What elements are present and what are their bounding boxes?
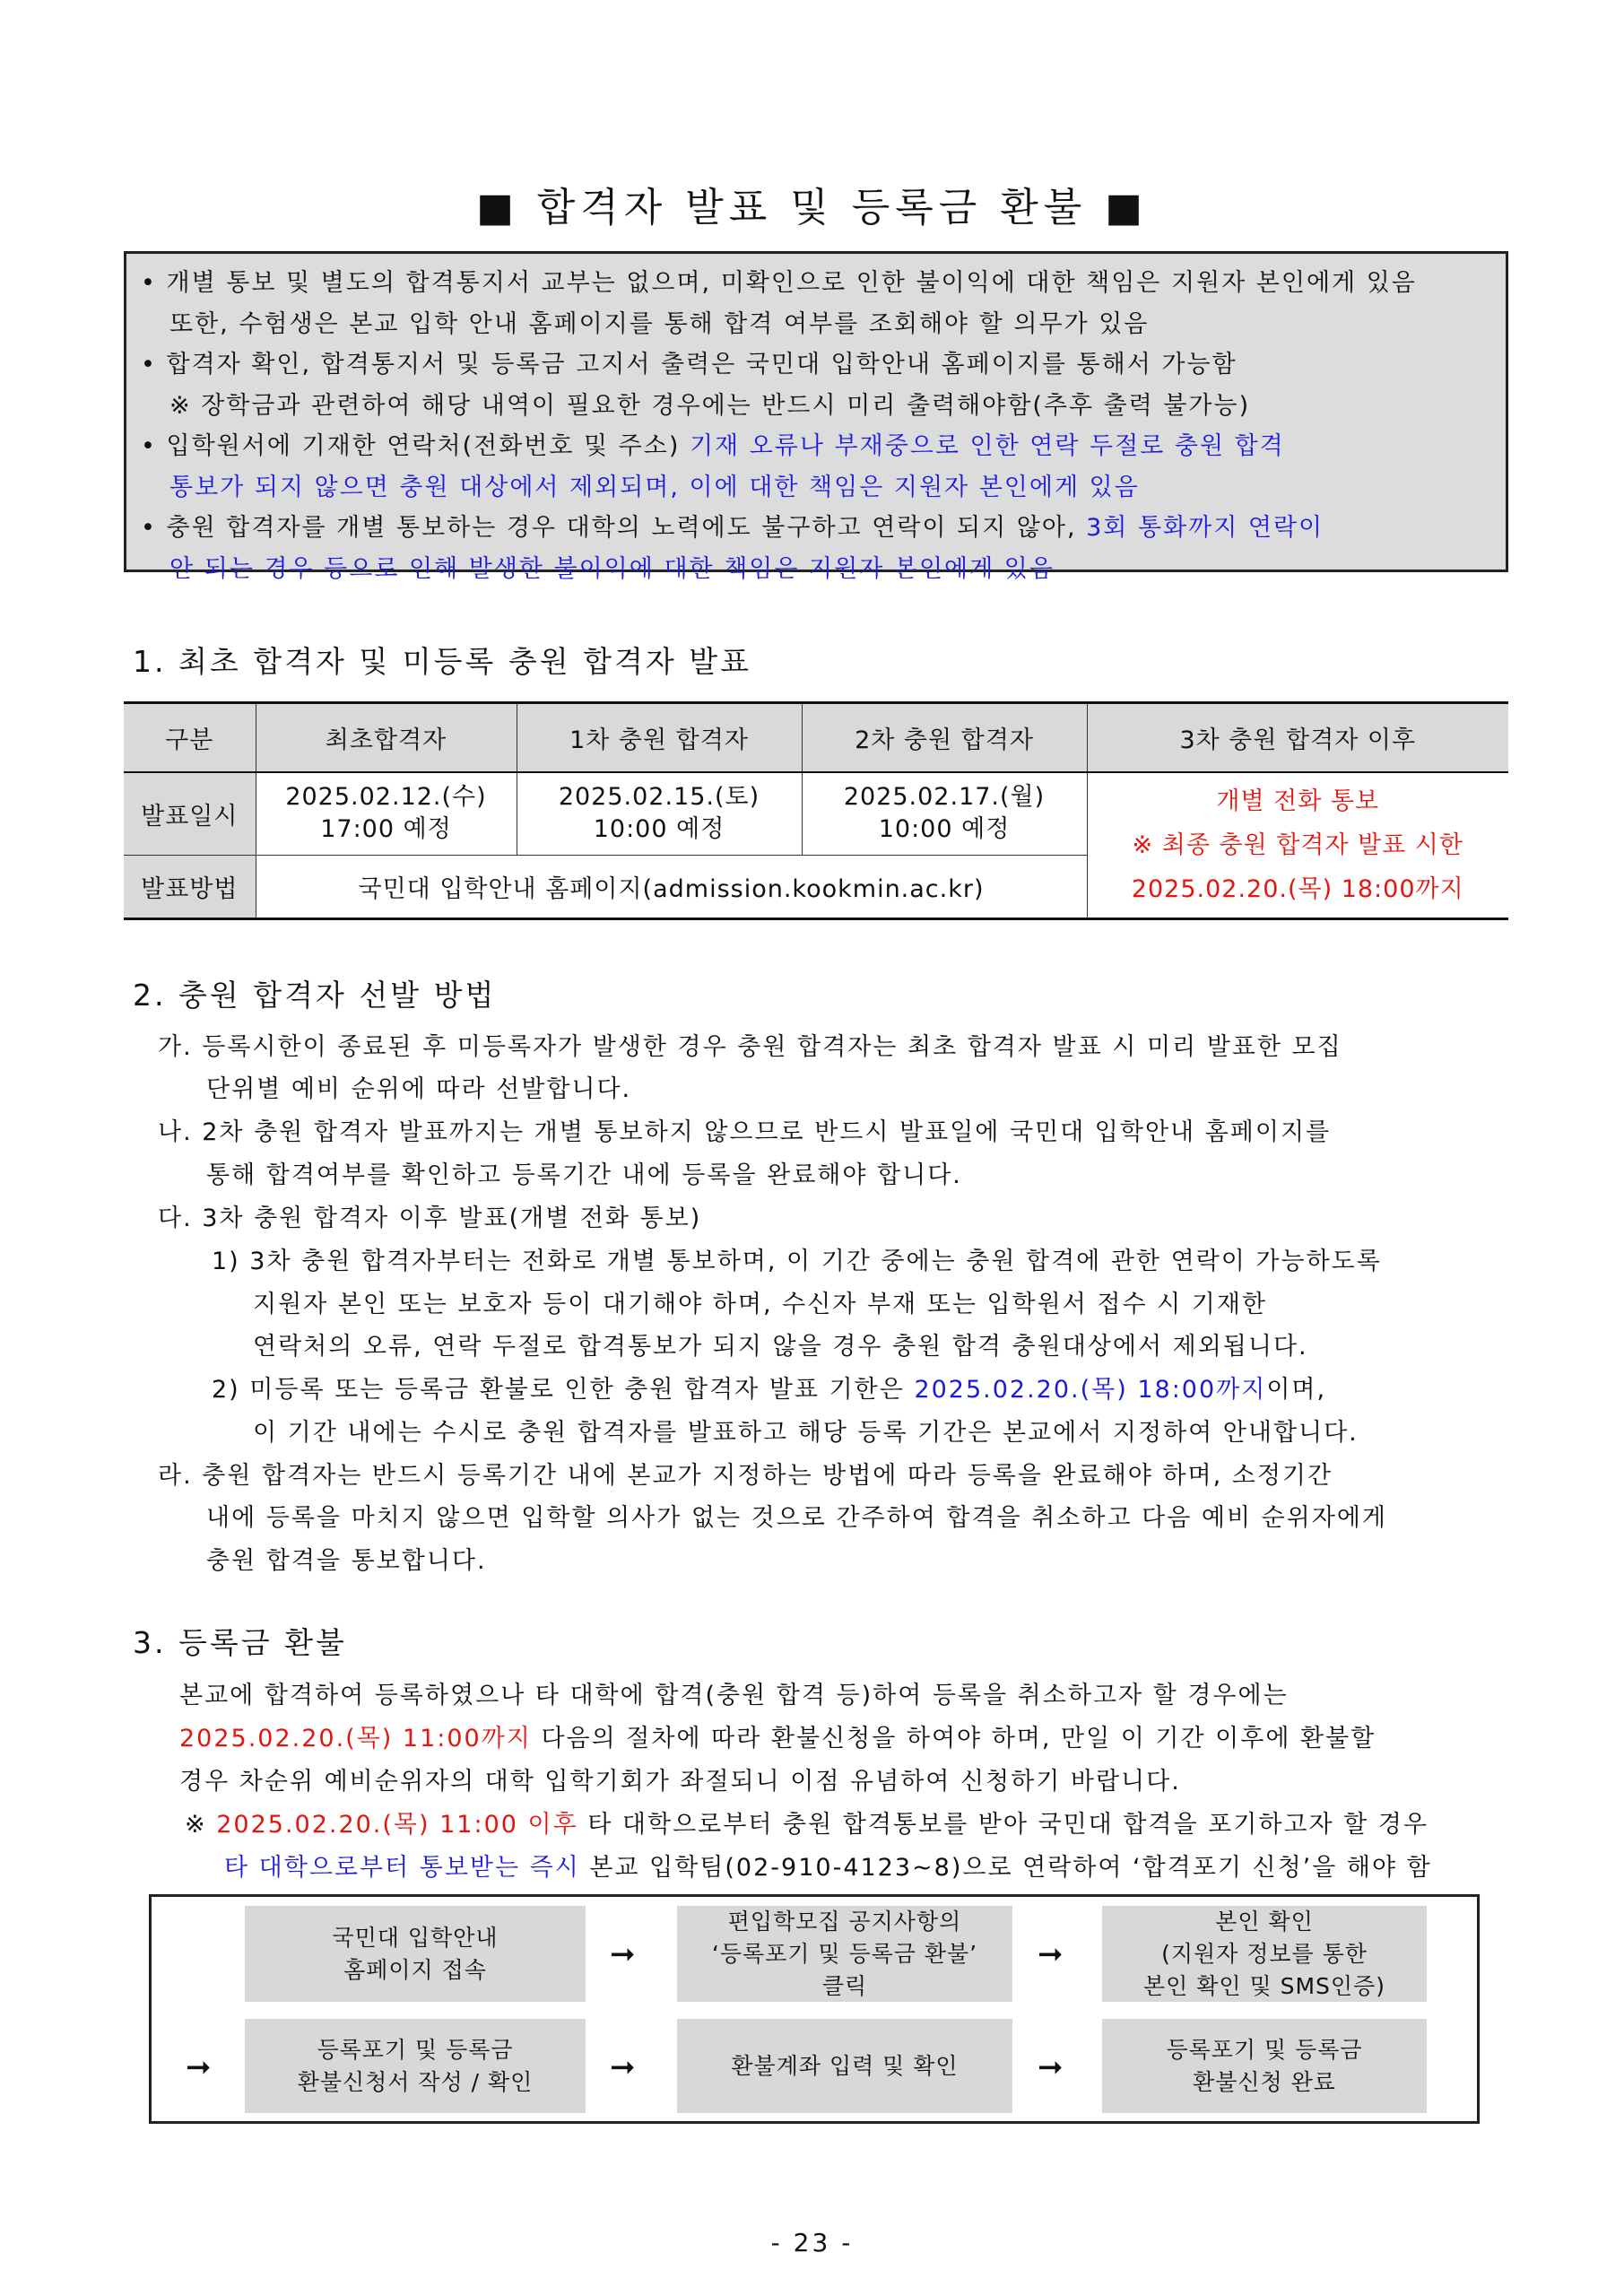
paragraph-text: 이며,	[1266, 1376, 1327, 1404]
arrow-right-icon: ➞	[186, 2049, 212, 2085]
notice-highlight: 3회 통화까지 연락이	[1086, 514, 1324, 542]
note-mark: ※	[185, 1811, 217, 1839]
paragraph-line: 이 기간 내에는 수시로 충원 합격자를 발표하고 해당 등록 기간은 본교에서 지정하여 안내합니다.	[253, 1419, 1359, 1447]
step-text: 등록포기 및 등록금	[317, 2036, 514, 2063]
paragraph-line: 내에 등록을 마치지 않으면 입학할 의사가 없는 것으로 간주하여 합격을 취소하고 다음 예비 순위자에게	[206, 1504, 1388, 1532]
phone-notice-text: 개별 전화 통보	[1216, 787, 1380, 815]
table-header-cell: 3차 충원 합격자 이후	[1087, 703, 1508, 773]
step-identity-check	[1102, 1906, 1427, 2002]
arrow-right-icon: ➞	[610, 1936, 636, 1972]
date-text: 2025.02.17.(월)	[843, 783, 1046, 812]
step-text: 편입학모집 공지사항의	[727, 1908, 962, 1935]
section-1-heading: 1. 최초 합격자 및 미등록 충원 합격자 발표	[133, 644, 751, 679]
step-text: ‘등록포기 및 등록금 환불’	[711, 1940, 978, 1967]
paragraph-line	[179, 1718, 1376, 1753]
paragraph-line: 다. 3차 충원 합격자 이후 발표(개별 전화 통보)	[158, 1205, 702, 1232]
table-header-cell: 구분	[124, 703, 256, 773]
notice-line: 통보가 되지 않으면 충원 대상에서 제외되며, 이에 대한 책임은 지원자 본인에게 있음	[169, 473, 1140, 501]
step-refund-complete	[1102, 2019, 1427, 2113]
page-number: - 23 -	[770, 2228, 854, 2257]
step-refund-account	[677, 2019, 1012, 2113]
arrow-right-icon: ➞	[1038, 1936, 1064, 1972]
deadline-highlight: 2025.02.20.(목) 18:00까지	[914, 1376, 1267, 1404]
paragraph-text: 다음의 절차에 따라 환불신청을 하여야 하며, 만일 이 기간 이후에 환불할	[531, 1725, 1376, 1752]
refund-deadline: 2025.02.20.(목) 11:00까지	[179, 1725, 532, 1752]
table-header-cell: 2차 충원 합격자	[802, 703, 1087, 773]
paragraph-line: 경우 차순위 예비순위자의 대학 입학기회가 좌절되니 이점 유념하여 신청하기 바랍니다.	[179, 1768, 1181, 1796]
time-text: 10:00 예정	[878, 815, 1011, 844]
paragraph-line: 가. 등록시한이 종료된 후 미등록자가 발생한 경우 충원 합격자는 최초 합격자 발표 시 미리 발표한 모집	[158, 1033, 1342, 1061]
paragraph-line	[212, 1370, 1326, 1405]
step-text: 등록포기 및 등록금	[1166, 2036, 1363, 2063]
method-cell: 국민대 입학안내 홈페이지(admission.kookmin.ac.kr)	[256, 855, 1087, 918]
page-title: ■ 합격자 발표 및 등록금 환불 ■	[476, 185, 1148, 230]
notice-line: ※ 장학금과 관련하여 해당 내역이 필요한 경우에는 반드시 미리 출력해야함(추후 출력 불가능)	[169, 391, 1251, 420]
paragraph-line: 1) 3차 충원 합격자부터는 전화로 개별 통보하며, 이 기간 중에는 충원 합격에 관한 연락이 가능하도록	[212, 1248, 1382, 1275]
arrow-right-icon: ➞	[1038, 2049, 1064, 2085]
table-header-row	[124, 703, 1508, 773]
step-homepage-access	[245, 1906, 586, 2002]
notice-line: 또한, 수험생은 본교 입학 안내 홈페이지를 통해 합격 여부를 조회해야 할 의무가 있음	[169, 309, 1150, 338]
first-pass-date-cell	[256, 772, 517, 855]
round1-date-cell	[517, 772, 802, 855]
round2-date-cell	[802, 772, 1087, 855]
step-text: 홈페이지 접속	[343, 1956, 487, 1983]
paragraph-line: 충원 합격을 통보합니다.	[206, 1547, 487, 1575]
step-text: 본인 확인 및 SMS인증)	[1143, 1972, 1385, 1999]
deadline-date-text: 2025.02.20.(목) 18:00까지	[1131, 874, 1464, 903]
immediate-highlight: 타 대학으로부터 통보받는 즉시	[224, 1854, 580, 1882]
paragraph-line	[224, 1848, 1432, 1883]
table-header-cell: 1차 충원 합격자	[517, 703, 802, 773]
step-text: 본인 확인	[1215, 1908, 1314, 1935]
notice-text: • 충원 합격자를 개별 통보하는 경우 대학의 노력에도 불구하고 연락이 되지 않아,	[141, 514, 1087, 542]
section-3-heading: 3. 등록금 환불	[133, 1625, 347, 1660]
step-application-form	[245, 2019, 586, 2113]
step-text: 국민대 입학안내	[332, 1924, 499, 1951]
row-label-method: 발표방법	[124, 855, 256, 918]
paragraph-text: 본교 입학팀(02-910-4123~8)으로 연락하여 ‘합격포기 신청’을 해야 함	[579, 1854, 1432, 1882]
paragraph-line: 본교에 합격하여 등록하였으나 타 대학에 합격(충원 합격 등)하여 등록을 취소하고자 할 경우에는	[179, 1682, 1289, 1709]
after-deadline-highlight: 2025.02.20.(목) 11:00 이후	[216, 1811, 578, 1839]
notice-line: • 개별 통보 및 별도의 합격통지서 교부는 없으며, 미확인으로 인한 불이익에 대한 책임은 지원자 본인에게 있음	[141, 269, 1417, 297]
notice-line: 안 되는 경우 등으로 인해 발생한 불이익에 대한 책임은 지원자 본인에게 있음	[169, 554, 1055, 583]
section-2-heading: 2. 충원 합격자 선발 방법	[133, 978, 497, 1013]
arrow-right-icon: ➞	[610, 2049, 636, 2085]
notice-line: • 합격자 확인, 합격통지서 및 등록금 고지서 출력은 국민대 입학안내 홈페이지를 통해서 가능함	[141, 351, 1238, 378]
table-row	[124, 772, 1508, 855]
step-notice-click	[677, 1906, 1012, 2002]
time-text: 17:00 예정	[320, 815, 452, 844]
paragraph-line: 통해 합격여부를 확인하고 등록기간 내에 등록을 완료해야 합니다.	[206, 1161, 962, 1189]
step-text: 환불계좌 입력 및 확인	[731, 2052, 959, 2079]
step-text: 클릭	[821, 1972, 868, 1999]
refund-procedure-flow	[149, 1894, 1480, 2124]
paragraph-line	[185, 1805, 1429, 1839]
paragraph-text: 2) 미등록 또는 등록금 환불로 인한 충원 합격자 발표 기한은	[212, 1376, 915, 1404]
date-text: 2025.02.12.(수)	[285, 783, 487, 812]
deadline-note-text: ※ 최종 충원 합격자 발표 시한	[1132, 831, 1463, 859]
time-text: 10:00 예정	[593, 815, 725, 844]
notice-highlight: 기재 오류나 부재중으로 인한 연락 두절로 충원 합격	[689, 432, 1285, 460]
date-text: 2025.02.15.(토)	[558, 783, 760, 812]
notice-text: • 입학원서에 기재한 연락처(전화번호 및 주소)	[141, 432, 690, 460]
notice-line	[141, 508, 1493, 549]
paragraph-text: 타 대학으로부터 충원 합격통보를 받아 국민대 합격을 포기하고자 할 경우	[578, 1811, 1429, 1839]
announcement-schedule-table	[124, 701, 1508, 920]
step-text: (지원자 정보를 통한	[1161, 1940, 1368, 1967]
notice-line	[141, 426, 1493, 467]
round3-after-cell	[1087, 772, 1508, 918]
paragraph-line: 단위별 예비 순위에 따라 선발합니다.	[206, 1075, 632, 1103]
row-label-date: 발표일시	[124, 772, 256, 855]
paragraph-line: 지원자 본인 또는 보호자 등이 대기해야 하며, 수신자 부재 또는 입학원서 접수 시 기재한	[253, 1291, 1268, 1318]
step-text: 환불신청서 작성 / 확인	[297, 2068, 534, 2095]
paragraph-line: 라. 충원 합격자는 반드시 등록기간 내에 본교가 지정하는 방법에 따라 등록을 완료해야 하며, 소정기간	[158, 1462, 1333, 1490]
paragraph-line: 나. 2차 충원 합격자 발표까지는 개별 통보하지 않으므로 반드시 발표일에 국민대 입학안내 홈페이지를	[158, 1118, 1332, 1146]
notice-box	[124, 251, 1508, 583]
paragraph-line: 연락처의 오류, 연락 두절로 합격통보가 되지 않을 경우 충원 합격 충원대상에서 제외됩니다.	[253, 1333, 1308, 1361]
table-header-cell: 최초합격자	[256, 703, 517, 773]
step-text: 환불신청 완료	[1193, 2068, 1336, 2095]
